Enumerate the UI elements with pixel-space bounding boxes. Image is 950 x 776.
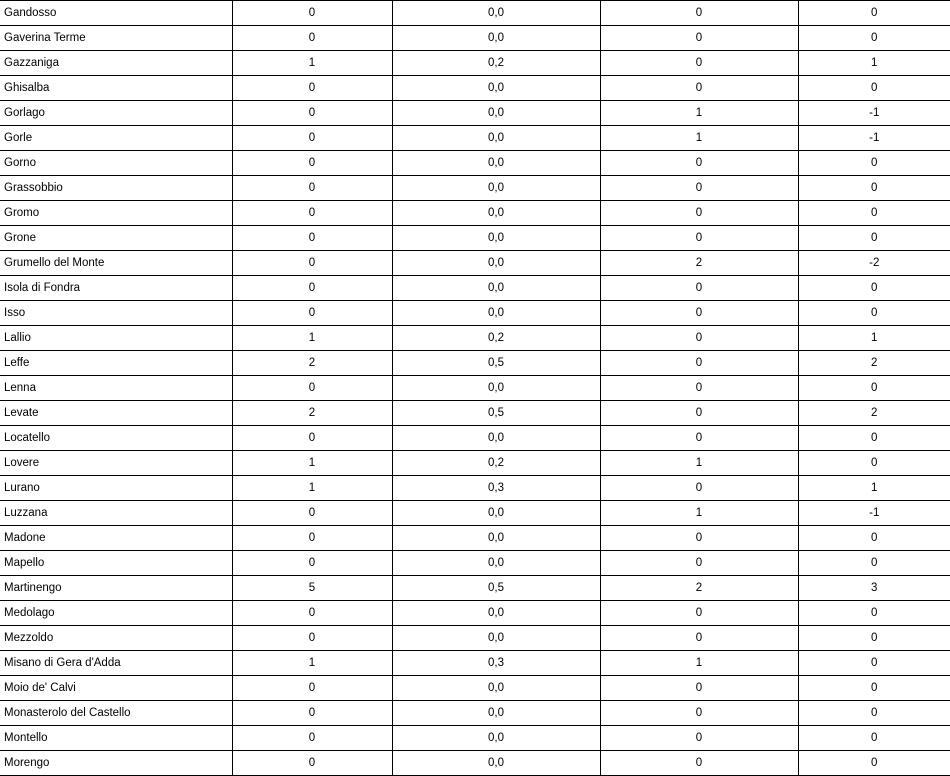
cell-v3[interactable]: 0 [600, 401, 798, 426]
cell-v2[interactable]: 0,0 [392, 551, 600, 576]
table-row [0, 1, 950, 26]
cell-v2[interactable]: 0,2 [392, 326, 600, 351]
cell-comune[interactable]: Ghisalba [0, 76, 232, 101]
table-row [0, 251, 950, 276]
cell-v1[interactable]: 0 [232, 601, 392, 626]
cell-v1[interactable]: 0 [232, 276, 392, 301]
cell-comune[interactable]: Luzzana [0, 501, 232, 526]
cell-v4[interactable]: -1 [798, 501, 950, 526]
cell-v3[interactable]: 0 [600, 301, 798, 326]
cell-comune[interactable]: Misano di Gera d'Adda [0, 651, 232, 676]
cell-v4[interactable]: 0 [798, 26, 950, 51]
cell-v3[interactable]: 0 [600, 526, 798, 551]
table-row [0, 426, 950, 451]
cell-comune[interactable]: Leffe [0, 351, 232, 376]
cell-comune[interactable]: Gorlago [0, 101, 232, 126]
cell-v3[interactable]: 1 [600, 126, 798, 151]
cell-v1[interactable]: 0 [232, 76, 392, 101]
cell-v2[interactable]: 0,0 [392, 301, 600, 326]
cell-comune[interactable]: Montello [0, 726, 232, 751]
table-row [0, 701, 950, 726]
cell-v1[interactable]: 2 [232, 401, 392, 426]
cell-v3[interactable]: 1 [600, 101, 798, 126]
cell-v3[interactable]: 0 [600, 226, 798, 251]
cell-comune[interactable]: Gazzaniga [0, 51, 232, 76]
table-row [0, 576, 950, 601]
cell-v1[interactable]: 0 [232, 151, 392, 176]
cell-v2[interactable]: 0,0 [392, 226, 600, 251]
cell-v2[interactable]: 0,0 [392, 426, 600, 451]
table-row [0, 476, 950, 501]
cell-v1[interactable]: 0 [232, 526, 392, 551]
cell-comune[interactable]: Martinengo [0, 576, 232, 601]
cell-v4[interactable]: 0 [798, 626, 950, 651]
cell-comune[interactable]: Isola di Fondra [0, 276, 232, 301]
cell-v1[interactable]: 1 [232, 476, 392, 501]
cell-comune[interactable]: Lallio [0, 326, 232, 351]
table-row [0, 601, 950, 626]
cell-comune[interactable]: Gandosso [0, 1, 232, 26]
cell-v3[interactable]: 0 [600, 376, 798, 401]
cell-v2[interactable]: 0,0 [392, 701, 600, 726]
cell-v3[interactable]: 0 [600, 701, 798, 726]
cell-v4[interactable]: 1 [798, 476, 950, 501]
cell-v2[interactable]: 0,0 [392, 101, 600, 126]
cell-comune[interactable]: Gromo [0, 201, 232, 226]
cell-v3[interactable]: 0 [600, 426, 798, 451]
table-row [0, 326, 950, 351]
cell-v4[interactable]: 0 [798, 76, 950, 101]
cell-v3[interactable]: 1 [600, 451, 798, 476]
table-row [0, 126, 950, 151]
cell-v4[interactable]: 0 [798, 301, 950, 326]
table-row [0, 651, 950, 676]
cell-v2[interactable]: 0,0 [392, 376, 600, 401]
cell-v3[interactable]: 0 [600, 26, 798, 51]
cell-v1[interactable]: 0 [232, 176, 392, 201]
cell-v2[interactable]: 0,0 [392, 751, 600, 776]
cell-v3[interactable]: 2 [600, 576, 798, 601]
cell-comune[interactable]: Medolago [0, 601, 232, 626]
cell-comune[interactable]: Gorno [0, 151, 232, 176]
table-row [0, 526, 950, 551]
cell-v4[interactable]: 0 [798, 676, 950, 701]
cell-v3[interactable]: 0 [600, 176, 798, 201]
table-row [0, 151, 950, 176]
table-row [0, 451, 950, 476]
table-row [0, 301, 950, 326]
cell-v4[interactable]: 0 [798, 551, 950, 576]
table-row [0, 276, 950, 301]
table-row [0, 626, 950, 651]
cell-v2[interactable]: 0,3 [392, 476, 600, 501]
cell-comune[interactable]: Grumello del Monte [0, 251, 232, 276]
cell-v1[interactable]: 0 [232, 626, 392, 651]
cell-comune[interactable]: Mezzoldo [0, 626, 232, 651]
cell-v1[interactable]: 1 [232, 51, 392, 76]
cell-v4[interactable]: 0 [798, 726, 950, 751]
cell-v4[interactable]: 1 [798, 51, 950, 76]
cell-v4[interactable]: 0 [798, 701, 950, 726]
cell-v1[interactable]: 0 [232, 101, 392, 126]
cell-v1[interactable]: 0 [232, 426, 392, 451]
cell-v4[interactable]: 0 [798, 451, 950, 476]
table-row [0, 551, 950, 576]
cell-v1[interactable]: 0 [232, 126, 392, 151]
cell-v2[interactable]: 0,0 [392, 26, 600, 51]
table-row [0, 401, 950, 426]
cell-v2[interactable]: 0,0 [392, 251, 600, 276]
cell-v4[interactable]: 2 [798, 351, 950, 376]
cell-v1[interactable]: 0 [232, 376, 392, 401]
cell-v2[interactable]: 0,0 [392, 626, 600, 651]
cell-v4[interactable]: 0 [798, 426, 950, 451]
cell-comune[interactable]: Mapello [0, 551, 232, 576]
cell-v3[interactable]: 0 [600, 151, 798, 176]
cell-v3[interactable]: 0 [600, 626, 798, 651]
cell-v2[interactable]: 0,0 [392, 1, 600, 26]
cell-v3[interactable]: 0 [600, 1, 798, 26]
cell-v4[interactable]: -2 [798, 251, 950, 276]
cell-v1[interactable]: 0 [232, 1, 392, 26]
cell-v2[interactable]: 0,2 [392, 51, 600, 76]
cell-v3[interactable]: 0 [600, 76, 798, 101]
cell-v2[interactable]: 0,0 [392, 126, 600, 151]
cell-v1[interactable]: 0 [232, 201, 392, 226]
cell-v4[interactable]: 0 [798, 201, 950, 226]
cell-v2[interactable]: 0,0 [392, 601, 600, 626]
cell-v4[interactable]: 0 [798, 526, 950, 551]
cell-v2[interactable]: 0,0 [392, 501, 600, 526]
cell-v1[interactable]: 0 [232, 226, 392, 251]
cell-v4[interactable]: 0 [798, 601, 950, 626]
cell-comune[interactable]: Gorle [0, 126, 232, 151]
cell-v4[interactable]: 3 [798, 576, 950, 601]
cell-v4[interactable]: 2 [798, 401, 950, 426]
cell-v3[interactable]: 1 [600, 651, 798, 676]
cell-v2[interactable]: 0,2 [392, 451, 600, 476]
cell-comune[interactable]: Monasterolo del Castello [0, 701, 232, 726]
cell-v4[interactable]: 0 [798, 376, 950, 401]
table-row [0, 51, 950, 76]
cell-v3[interactable]: 0 [600, 476, 798, 501]
table-body [0, 1, 950, 776]
table-row [0, 751, 950, 776]
table-row [0, 101, 950, 126]
cell-v2[interactable]: 0,5 [392, 401, 600, 426]
cell-v2[interactable]: 0,3 [392, 651, 600, 676]
cell-comune[interactable]: Madone [0, 526, 232, 551]
cell-v1[interactable]: 0 [232, 301, 392, 326]
cell-comune[interactable]: Morengo [0, 751, 232, 776]
cell-v4[interactable]: 0 [798, 651, 950, 676]
cell-v2[interactable]: 0,0 [392, 151, 600, 176]
table-row [0, 501, 950, 526]
cell-v3[interactable]: 0 [600, 726, 798, 751]
cell-v2[interactable]: 0,0 [392, 526, 600, 551]
cell-v1[interactable]: 5 [232, 576, 392, 601]
cell-v1[interactable]: 1 [232, 451, 392, 476]
cell-v1[interactable]: 1 [232, 651, 392, 676]
cell-v4[interactable]: 0 [798, 151, 950, 176]
table-row [0, 726, 950, 751]
cell-v2[interactable]: 0,0 [392, 276, 600, 301]
cell-v1[interactable]: 0 [232, 751, 392, 776]
cell-v3[interactable]: 0 [600, 51, 798, 76]
cell-comune[interactable]: Lenna [0, 376, 232, 401]
cell-v4[interactable]: 0 [798, 226, 950, 251]
cell-comune[interactable]: Lurano [0, 476, 232, 501]
cell-v2[interactable]: 0,0 [392, 726, 600, 751]
table-row [0, 376, 950, 401]
cell-v3[interactable]: 0 [600, 676, 798, 701]
cell-v1[interactable]: 0 [232, 251, 392, 276]
cell-v4[interactable]: 0 [798, 176, 950, 201]
cell-v2[interactable]: 0,5 [392, 351, 600, 376]
cell-v3[interactable]: 0 [600, 551, 798, 576]
cell-v3[interactable]: 2 [600, 251, 798, 276]
cell-v3[interactable]: 0 [600, 601, 798, 626]
cell-v1[interactable]: 1 [232, 326, 392, 351]
cell-v2[interactable]: 0,0 [392, 176, 600, 201]
cell-v2[interactable]: 0,0 [392, 201, 600, 226]
cell-v2[interactable]: 0,5 [392, 576, 600, 601]
cell-v1[interactable]: 0 [232, 501, 392, 526]
cell-v1[interactable]: 2 [232, 351, 392, 376]
table-row [0, 226, 950, 251]
cell-v3[interactable]: 1 [600, 501, 798, 526]
cell-v1[interactable]: 0 [232, 26, 392, 51]
cell-v4[interactable]: 0 [798, 751, 950, 776]
cell-v2[interactable]: 0,0 [392, 76, 600, 101]
cell-v4[interactable]: -1 [798, 101, 950, 126]
cell-v1[interactable]: 0 [232, 676, 392, 701]
cell-v1[interactable]: 0 [232, 551, 392, 576]
cell-v4[interactable]: -1 [798, 126, 950, 151]
cell-comune[interactable]: Grassobbio [0, 176, 232, 201]
table-row [0, 76, 950, 101]
cell-v3[interactable]: 0 [600, 326, 798, 351]
cell-v3[interactable]: 0 [600, 351, 798, 376]
table-row [0, 26, 950, 51]
cell-comune[interactable]: Isso [0, 301, 232, 326]
cell-v3[interactable]: 0 [600, 751, 798, 776]
cell-comune[interactable]: Gaverina Terme [0, 26, 232, 51]
cell-comune[interactable]: Moio de' Calvi [0, 676, 232, 701]
table-row [0, 676, 950, 701]
cell-comune[interactable]: Grone [0, 226, 232, 251]
cell-v1[interactable]: 0 [232, 701, 392, 726]
cell-v4[interactable]: 1 [798, 326, 950, 351]
cell-v4[interactable]: 0 [798, 1, 950, 26]
cell-v2[interactable]: 0,0 [392, 676, 600, 701]
table-row [0, 201, 950, 226]
cell-comune[interactable]: Locatello [0, 426, 232, 451]
cell-v3[interactable]: 0 [600, 276, 798, 301]
cell-v3[interactable]: 0 [600, 201, 798, 226]
cell-comune[interactable]: Levate [0, 401, 232, 426]
cell-v4[interactable]: 0 [798, 276, 950, 301]
cell-v1[interactable]: 0 [232, 726, 392, 751]
table-row [0, 351, 950, 376]
cell-comune[interactable]: Lovere [0, 451, 232, 476]
table-row [0, 176, 950, 201]
